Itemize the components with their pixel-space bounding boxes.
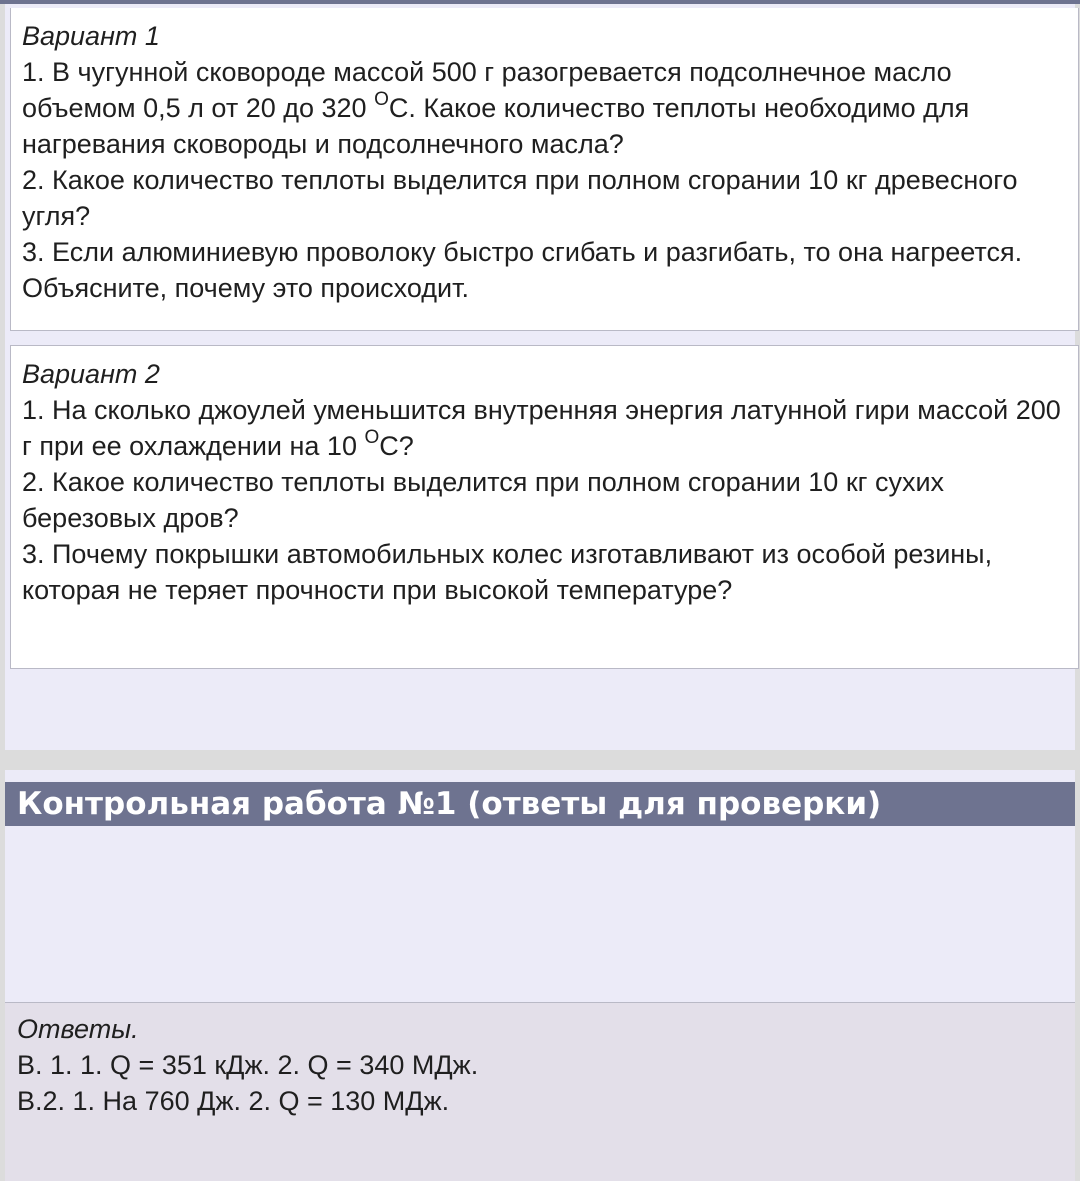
answers-card	[5, 1002, 1075, 1181]
degree-sign: O	[364, 427, 380, 448]
variant-2-question-1-text-end: С?	[379, 431, 414, 461]
variant-1-question-3: 3. Если алюминиевую проволоку быстро сгибать и разгибать, то она нагреется. Объясните, почему это происходит.	[22, 237, 1023, 303]
degree-sign: O	[374, 89, 389, 110]
variant-1-question-1	[22, 54, 1066, 162]
variant-1-card	[10, 8, 1079, 331]
variant-2-question-2: 2. Какое количество теплоты выделится при полном сгорании 10 кг сухих березовых дров?	[22, 467, 945, 533]
variant-1-question-2: 2. Какое количество теплоты выделится при полном сгорании 10 кг древесного угля?	[22, 165, 1018, 231]
answer-line-2: В.2. 1. На 760 Дж. 2. Q = 130 МДж.	[17, 1086, 450, 1116]
section-title: Контрольная работа №1 (ответы для проверки)	[5, 782, 1075, 826]
answer-line-1: В. 1. 1. Q = 351 кДж. 2. Q = 340 МДж.	[17, 1050, 479, 1080]
variant-1-title: Вариант 1	[22, 21, 160, 51]
variant-1-question-1-text-end: С. Какое количество теплоты необходимо для нагревания сковороды и подсолнечного масла?	[22, 93, 970, 159]
slide-variants	[5, 4, 1075, 750]
variant-2-question-3: 3. Почему покрышки автомобильных колес изготавливают из особой резины, которая не теряет прочности при высокой температуре?	[22, 539, 993, 605]
answers-title: Ответы.	[17, 1014, 139, 1044]
variant-2-card	[10, 345, 1079, 669]
variant-2-question-1-text: 1. На сколько джоулей уменьшится внутренняя энергия латунной гири массой 200 г при ее охлаждении на 10	[22, 395, 1061, 461]
variant-2-title: Вариант 2	[22, 359, 160, 389]
variant-2-question-1	[22, 392, 1066, 464]
variant-1-question-1-text: 1. В чугунной сковороде массой 500 г разогревается подсолнечное масло объемом 0,5 л от 20 до 320	[22, 57, 952, 123]
